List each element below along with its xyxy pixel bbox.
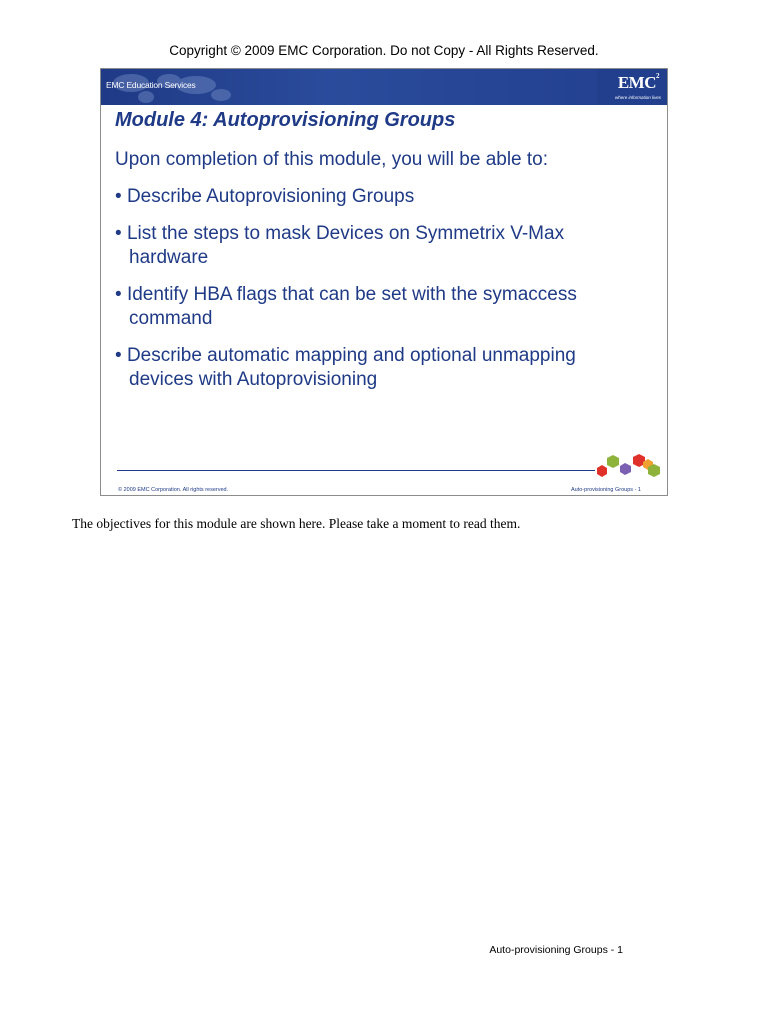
- footer-divider: [117, 470, 595, 471]
- slide: [100, 68, 668, 496]
- objective-item: • Describe automatic mapping and optional unmapping devices with Autoprovisioning: [115, 344, 635, 393]
- slide-banner: [101, 69, 667, 105]
- hexagon-cluster-icon: [591, 453, 667, 481]
- page-footer: Auto-provisioning Groups - 1: [489, 944, 623, 956]
- objectives-intro: Upon completion of this module, you will be able to:: [115, 149, 549, 170]
- copyright-notice: Copyright © 2009 EMC Corporation. Do not Copy - All Rights Reserved.: [169, 43, 599, 58]
- objective-item: • Identify HBA flags that can be set with the symaccess command: [115, 283, 635, 332]
- objective-item: • Describe Autoprovisioning Groups: [115, 185, 635, 210]
- slide-title: Module 4: Autoprovisioning Groups: [115, 109, 456, 131]
- hexagon-red-left: [597, 465, 607, 477]
- hexagon-green-top: [607, 455, 619, 468]
- speaker-notes: The objectives for this module are shown here. Please take a moment to read them.: [72, 516, 521, 531]
- slide-copyright: © 2009 EMC Corporation. All rights reserved.: [118, 487, 229, 493]
- hexagon-purple: [620, 463, 631, 475]
- emc-logo: [597, 69, 667, 105]
- education-services-label: EMC Education Services: [106, 80, 196, 90]
- objectives-list: [115, 185, 635, 405]
- objective-item: • List the steps to mask Devices on Symmetrix V-Max hardware: [115, 222, 635, 271]
- slide-page-label: Auto-provisioning Groups - 1: [570, 487, 641, 493]
- emc-tagline: where information lives: [614, 95, 661, 100]
- emc-logo-superscript: 2: [656, 72, 659, 81]
- emc-logo-text: EMC: [617, 73, 656, 92]
